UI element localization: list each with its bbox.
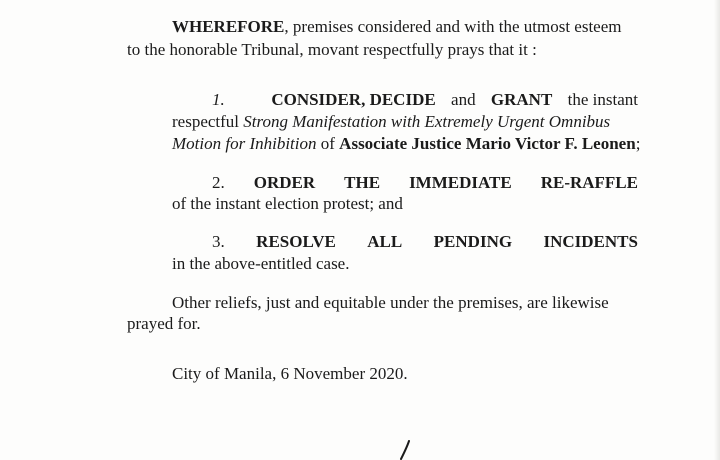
item-1-and: and (451, 90, 476, 109)
other-reliefs-line-1: Other reliefs, just and equitable under the premises, are likewise (172, 293, 609, 312)
item-2-line-1 (172, 172, 638, 194)
page-edge-shadow (714, 0, 720, 460)
motion-title-part-2: Motion for Inhibition (172, 134, 317, 153)
item-1-verbs: CONSIDER, DECIDE (271, 90, 436, 109)
item-1-number: 1. (212, 90, 225, 109)
motion-title-part-1: Strong Manifestation with Extremely Urgent Omnibus (243, 112, 611, 131)
wherefore-word: WHEREFORE (172, 17, 285, 36)
item-2-word-1: ORDER (253, 173, 316, 192)
item-1-line-1 (172, 89, 638, 111)
item-2-line-2: of the instant election protest; and (172, 194, 403, 213)
item-1-line-3: Motion for Inhibition of Associate Justice Mario Victor F. Leonen; (172, 134, 641, 153)
item-3-word-1: RESOLVE (256, 232, 336, 251)
item-3-word-3: PENDING (433, 232, 513, 251)
item-3-line-1 (172, 231, 638, 253)
item-1-rest: the instant (567, 90, 638, 109)
item-1-line-2: respectful Strong Manifestation with Extremely Urgent Omnibus (172, 112, 611, 131)
intro-line-1-rest: , premises considered and with the utmost esteem (284, 17, 622, 36)
item-1-grant: GRANT (490, 90, 553, 109)
intro-line-2: to the honorable Tribunal, movant respectfully prays that it : (127, 40, 537, 59)
item-3-number: 3. (212, 232, 225, 251)
intro-line-1 (172, 16, 622, 38)
signature-stroke-icon (398, 440, 412, 460)
item-2-word-2: THE (344, 173, 381, 192)
item-2-word-4: RE-RAFFLE (540, 173, 638, 192)
justice-name: Associate Justice Mario Victor F. Leonen (339, 134, 636, 153)
item-3-word-2: ALL (367, 232, 403, 251)
item-3-word-4: INCIDENTS (543, 232, 638, 251)
dateline: City of Manila, 6 November 2020. (172, 364, 408, 383)
item-3-line-2: in the above-entitled case. (172, 254, 350, 273)
other-reliefs-line-2: prayed for. (127, 314, 201, 333)
item-2-number: 2. (212, 173, 225, 192)
item-2-word-3: IMMEDIATE (409, 173, 512, 192)
